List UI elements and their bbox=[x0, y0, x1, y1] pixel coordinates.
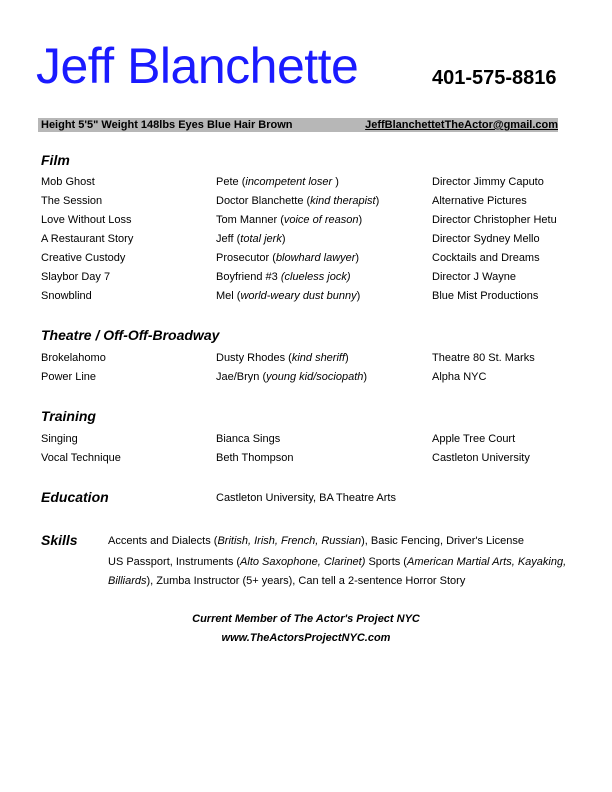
skills-section-title: Skills bbox=[41, 532, 78, 548]
theatre-row bbox=[0, 369, 612, 385]
theatre-section-title: Theatre / Off-Off-Broadway bbox=[41, 327, 220, 343]
film-row bbox=[0, 288, 612, 304]
film-role: Pete (incompetent loser ) bbox=[216, 176, 339, 188]
film-project: Creative Custody bbox=[41, 252, 126, 264]
theatre-role: Dusty Rhodes (kind sheriff) bbox=[216, 352, 349, 364]
education-row bbox=[0, 490, 612, 506]
film-company: Alternative Pictures bbox=[432, 195, 527, 207]
film-row bbox=[0, 231, 612, 247]
training-section-title: Training bbox=[41, 408, 96, 424]
education-section-title: Education bbox=[41, 489, 109, 505]
film-row bbox=[0, 269, 612, 285]
film-project: The Session bbox=[41, 195, 103, 207]
theatre-project: Brokelahomo bbox=[41, 352, 106, 364]
film-role: Mel (world-weary dust bunny) bbox=[216, 290, 361, 302]
training-row bbox=[0, 431, 612, 447]
actor-name: Jeff Blanchette bbox=[36, 38, 359, 94]
stats-bar bbox=[38, 118, 558, 132]
membership-note: Current Member of The Actor's Project NYC bbox=[192, 613, 420, 625]
film-company: Director Sydney Mello bbox=[432, 233, 540, 245]
skills-line-1: Accents and Dialects (British, Irish, French, Russian), Basic Fencing, Driver's License bbox=[108, 535, 524, 547]
training-subject: Vocal Technique bbox=[41, 452, 121, 464]
film-company: Blue Mist Productions bbox=[432, 290, 539, 302]
training-subject: Singing bbox=[41, 433, 78, 445]
theatre-row bbox=[0, 350, 612, 366]
training-teacher: Bianca Sings bbox=[216, 433, 281, 445]
film-project: Slaybor Day 7 bbox=[41, 271, 111, 283]
film-role: Tom Manner (voice of reason) bbox=[216, 214, 363, 226]
film-project: Snowblind bbox=[41, 290, 92, 302]
theatre-role: Jae/Bryn (young kid/sociopath) bbox=[216, 371, 368, 383]
training-place: Apple Tree Court bbox=[432, 433, 516, 445]
website-link[interactable]: www.TheActorsProjectNYC.com bbox=[221, 632, 391, 644]
film-company: Director Jimmy Caputo bbox=[432, 176, 544, 188]
email-address[interactable]: JeffBlanchettetTheActor@gmail.com bbox=[365, 119, 558, 131]
film-company: Cocktails and Dreams bbox=[432, 252, 540, 264]
film-row bbox=[0, 193, 612, 209]
film-role: Jeff (total jerk) bbox=[216, 233, 286, 245]
film-section-title: Film bbox=[41, 152, 70, 168]
film-project: A Restaurant Story bbox=[41, 233, 134, 245]
physical-stats: Height 5'5" Weight 148lbs Eyes Blue Hair Brown bbox=[41, 119, 293, 131]
theatre-company: Alpha NYC bbox=[432, 371, 487, 383]
film-project: Mob Ghost bbox=[41, 176, 95, 188]
film-project: Love Without Loss bbox=[41, 214, 132, 226]
phone-number: 401-575-8816 bbox=[432, 67, 557, 89]
film-role: Boyfriend #3 (clueless jock) bbox=[216, 271, 351, 283]
film-role: Doctor Blanchette (kind therapist) bbox=[216, 195, 380, 207]
film-company: Director Christopher Hetu bbox=[432, 214, 557, 226]
training-row bbox=[0, 450, 612, 466]
film-row bbox=[0, 174, 612, 190]
theatre-project: Power Line bbox=[41, 371, 97, 383]
film-company: Director J Wayne bbox=[432, 271, 516, 283]
skills-line-3: Billiards), Zumba Instructor (5+ years), Can tell a 2-sentence Horror Story bbox=[108, 575, 466, 587]
training-teacher: Beth Thompson bbox=[216, 452, 294, 464]
film-role: Prosecutor (blowhard lawyer) bbox=[216, 252, 360, 264]
film-row bbox=[0, 250, 612, 266]
film-row bbox=[0, 212, 612, 228]
skills-line-2: US Passport, Instruments (Alto Saxophone, Clarinet) Sports (American Martial Arts, Kayaking, bbox=[108, 556, 567, 568]
theatre-company: Theatre 80 St. Marks bbox=[432, 352, 535, 364]
education-text: Castleton University, BA Theatre Arts bbox=[216, 492, 396, 504]
training-place: Castleton University bbox=[432, 452, 530, 464]
